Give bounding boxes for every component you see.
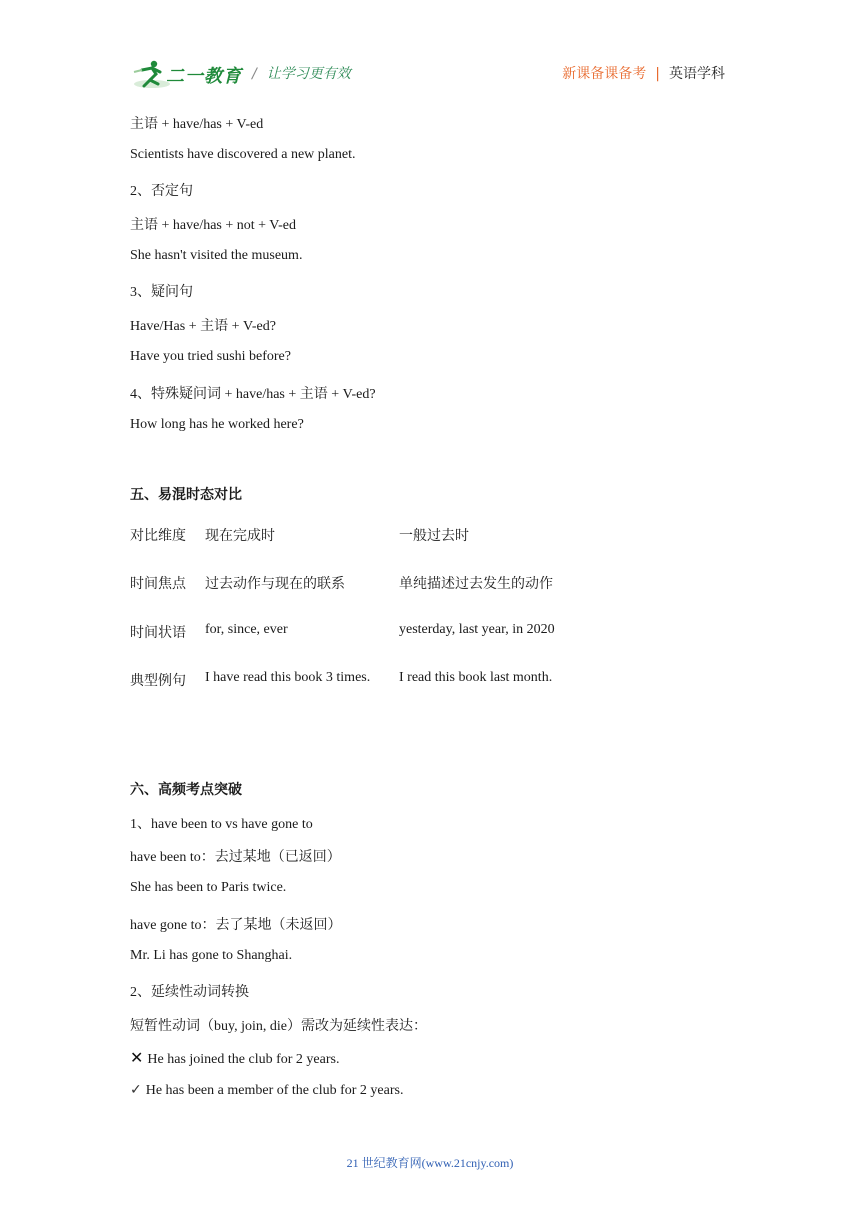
wrong-example-text: He has joined the club for 2 years. [147, 1052, 340, 1067]
comparison-cell: 典型例句 [130, 674, 186, 689]
slogan-text: 让学习更有效 [266, 66, 351, 82]
text-line: have been to：去过某地（已返回） [130, 850, 341, 865]
runner-icon [130, 58, 170, 90]
page-footer: 21 世纪教育网(www.21cnjy.com) [346, 1156, 514, 1170]
cross-mark-icon: ✕ [130, 1048, 144, 1067]
right-example [130, 1082, 403, 1099]
text-line: 主语 + have/has + V-ed [130, 117, 264, 132]
comparison-cell: 过去动作与现在的联系 [205, 577, 345, 592]
section-heading: 六、高频考点突破 [130, 782, 242, 798]
text-line: 2、否定句 [130, 184, 193, 199]
wrong-example [130, 1048, 339, 1068]
comparison-cell: 对比维度 [130, 529, 186, 544]
comparison-cell: I have read this book 3 times. [205, 670, 371, 685]
text-line: Mr. Li has gone to Shanghai. [130, 948, 293, 963]
slogan: / 让学习更有效 [252, 66, 351, 82]
page-header [130, 58, 725, 90]
text-line: 主语 + have/has + not + V-ed [130, 218, 297, 233]
text-line: 1、have been to vs have gone to [130, 817, 313, 832]
text-line: Have/Has + 主语 + V-ed? [130, 319, 276, 334]
right-example-text: He has been a member of the club for 2 years. [145, 1083, 404, 1098]
text-line: have gone to：去了某地（未返回） [130, 918, 342, 933]
comparison-cell: 一般过去时 [399, 529, 469, 544]
section-heading: 五、易混时态对比 [130, 487, 242, 503]
header-right [562, 63, 725, 83]
text-line: How long has he worked here? [130, 417, 304, 432]
comparison-cell: 时间状语 [130, 626, 186, 641]
header-subject: 英语学科 [669, 66, 725, 82]
logo-text: 二一教育 [166, 66, 242, 87]
text-line: 2、延续性动词转换 [130, 985, 249, 1000]
text-line: 3、疑问句 [130, 285, 193, 300]
header-separator: | [655, 66, 660, 82]
comparison-cell: 时间焦点 [130, 577, 186, 592]
brand-logo [130, 58, 250, 90]
text-line: 短暂性动词（buy, join, die）需改为延续性表达： [130, 1019, 427, 1034]
comparison-cell: yesterday, last year, in 2020 [399, 622, 555, 637]
text-line: She has been to Paris twice. [130, 880, 287, 895]
comparison-cell: 现在完成时 [205, 529, 275, 544]
check-mark-icon: ✓ [130, 1082, 142, 1098]
header-course-label: 新课备课备考 [562, 66, 647, 82]
text-line: Have you tried sushi before? [130, 349, 291, 364]
comparison-cell: for, since, ever [205, 622, 288, 637]
comparison-cell: I read this book last month. [399, 670, 553, 685]
text-line: Scientists have discovered a new planet. [130, 147, 356, 162]
comparison-cell: 单纯描述过去发生的动作 [399, 577, 553, 592]
text-line: She hasn't visited the museum. [130, 248, 303, 263]
text-line: 4、特殊疑问词 + have/has + 主语 + V-ed? [130, 387, 376, 402]
